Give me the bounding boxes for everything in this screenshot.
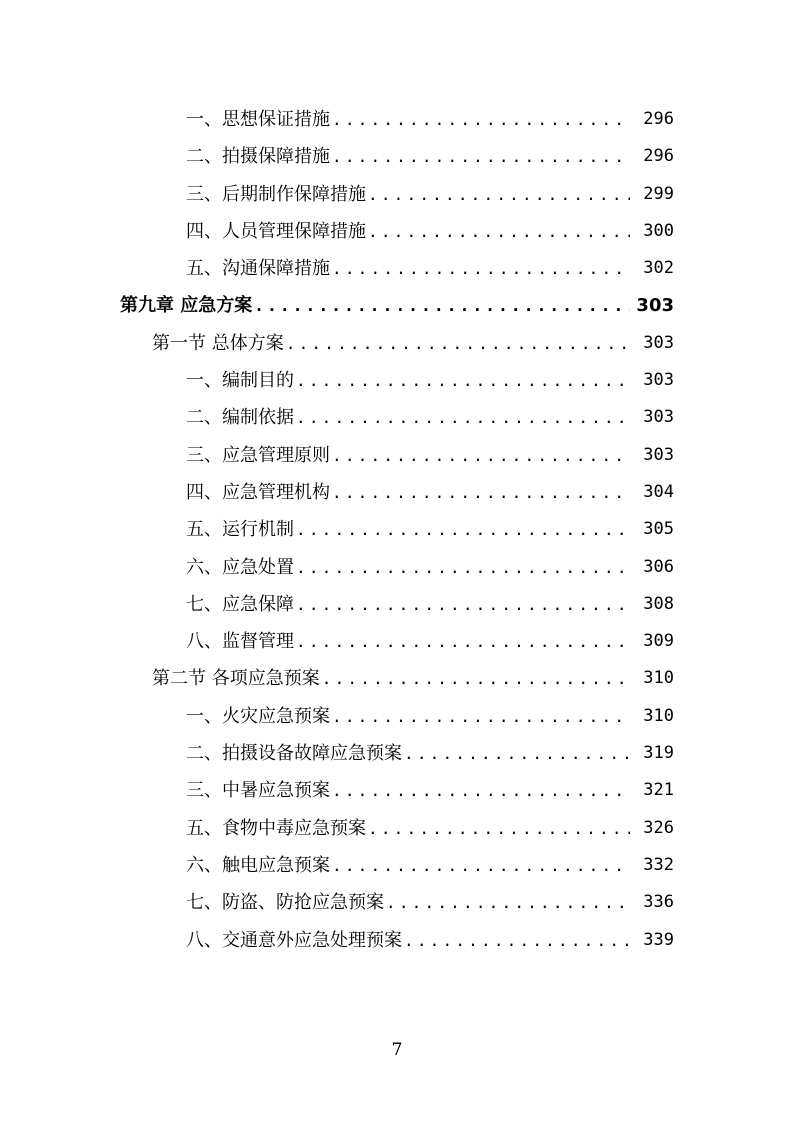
toc-entry-label: 三、中暑应急预案 <box>186 780 330 802</box>
toc-leader-dots <box>368 810 630 847</box>
toc-entry-label: 一、思想保证措施 <box>186 109 330 130</box>
toc-entry[interactable] <box>0 362 794 399</box>
toc-entry[interactable] <box>0 698 794 735</box>
toc-entry-page: 303 <box>643 407 674 428</box>
toc-entry-page: 299 <box>643 183 674 204</box>
toc-entry[interactable] <box>0 847 794 884</box>
toc-entry[interactable] <box>0 623 794 660</box>
toc-entry-page: 310 <box>643 668 674 689</box>
toc-entry-label: 八、监督管理 <box>186 631 294 653</box>
toc-entry-label: 四、应急管理机构 <box>186 481 330 503</box>
toc-entry-label: 第二节 各项应急预案 <box>152 668 320 690</box>
toc-section-entry[interactable] <box>0 325 794 362</box>
toc-entry[interactable] <box>0 772 794 809</box>
toc-entry-label: 六、应急处置 <box>186 556 294 578</box>
toc-entry-page: 303 <box>643 332 674 353</box>
toc-entry-page: 332 <box>643 854 674 875</box>
toc-leader-dots <box>286 325 630 362</box>
toc-leader-dots <box>404 735 630 772</box>
toc-entry[interactable] <box>0 213 794 250</box>
toc-entry-label: 四、人员管理保障措施 <box>186 220 366 242</box>
toc-leader-dots <box>404 922 630 959</box>
toc-chapter-entry[interactable] <box>0 287 794 324</box>
toc-leader-dots <box>332 772 630 809</box>
toc-entry[interactable] <box>0 884 794 921</box>
toc-entry-label: 一、编制目的 <box>186 370 294 392</box>
toc-entry-page: 296 <box>643 146 674 167</box>
toc-entry-page: 319 <box>643 743 674 764</box>
toc-entry-page: 308 <box>643 593 674 614</box>
toc-entry-label: 六、触电应急预案 <box>186 854 330 876</box>
toc-entry-page: 310 <box>643 705 674 726</box>
toc-entry-page: 326 <box>643 817 674 838</box>
toc-leader-dots <box>368 176 630 213</box>
toc-entry-label: 二、编制依据 <box>186 407 294 429</box>
toc-entry[interactable] <box>0 399 794 436</box>
toc-leader-dots <box>296 586 630 623</box>
toc-entry-label: 第一节 总体方案 <box>152 332 284 354</box>
toc-leader-dots <box>332 698 630 735</box>
toc-leader-dots <box>332 138 630 175</box>
toc-leader-dots <box>296 511 630 548</box>
toc-entry-label: 五、沟通保障措施 <box>186 258 330 280</box>
toc-entry-page: 303 <box>643 444 674 465</box>
toc-leader-dots <box>254 287 630 324</box>
toc-section-entry[interactable] <box>0 660 794 697</box>
toc-entry[interactable] <box>0 250 794 287</box>
page-number-footer: 7 <box>391 1040 403 1060</box>
toc-entry-page: 339 <box>643 929 674 950</box>
toc-entry-label: 三、应急管理原则 <box>186 444 330 466</box>
toc-entry-label: 三、后期制作保障措施 <box>186 183 366 205</box>
toc-entry-page: 296 <box>643 109 674 129</box>
table-of-contents <box>0 101 794 959</box>
toc-entry[interactable] <box>0 511 794 548</box>
toc-leader-dots <box>332 847 630 884</box>
toc-entry[interactable] <box>0 922 794 959</box>
toc-entry[interactable] <box>0 549 794 586</box>
toc-entry-label: 七、防盗、防抢应急预案 <box>186 892 384 914</box>
toc-entry-label: 二、拍摄设备故障应急预案 <box>186 743 402 765</box>
toc-entry-page: 306 <box>643 556 674 577</box>
toc-entry-label: 五、运行机制 <box>186 519 294 541</box>
toc-leader-dots <box>332 101 630 138</box>
toc-entry-page: 309 <box>643 631 674 652</box>
toc-entry[interactable] <box>0 138 794 175</box>
toc-entry-page: 302 <box>643 258 674 279</box>
toc-entry-page: 303 <box>636 295 674 317</box>
toc-leader-dots <box>296 362 630 399</box>
toc-entry-page: 300 <box>643 220 674 241</box>
toc-leader-dots <box>296 623 630 660</box>
toc-entry-label: 二、拍摄保障措施 <box>186 146 330 168</box>
toc-leader-dots <box>332 250 630 287</box>
toc-entry-page: 304 <box>643 481 674 502</box>
toc-leader-dots <box>368 213 630 250</box>
toc-entry-page: 303 <box>643 370 674 391</box>
toc-entry[interactable] <box>0 101 794 138</box>
toc-leader-dots <box>386 884 630 921</box>
toc-entry-label: 七、应急保障 <box>186 593 294 615</box>
toc-leader-dots <box>296 549 630 586</box>
toc-entry-label: 一、火灾应急预案 <box>186 705 330 727</box>
toc-leader-dots <box>322 660 630 697</box>
toc-entry-label: 第九章 应急方案 <box>120 295 253 317</box>
toc-entry[interactable] <box>0 176 794 213</box>
toc-entry[interactable] <box>0 586 794 623</box>
toc-leader-dots <box>296 399 630 436</box>
toc-entry[interactable] <box>0 437 794 474</box>
toc-entry-page: 305 <box>643 519 674 540</box>
toc-entry-page: 336 <box>643 892 674 913</box>
toc-entry[interactable] <box>0 474 794 511</box>
toc-entry-label: 五、食物中毒应急预案 <box>186 817 366 839</box>
toc-leader-dots <box>332 437 630 474</box>
toc-entry-label: 八、交通意外应急处理预案 <box>186 929 402 951</box>
toc-entry-page: 321 <box>643 780 674 801</box>
toc-leader-dots <box>332 474 630 511</box>
toc-entry[interactable] <box>0 810 794 847</box>
toc-entry[interactable] <box>0 735 794 772</box>
